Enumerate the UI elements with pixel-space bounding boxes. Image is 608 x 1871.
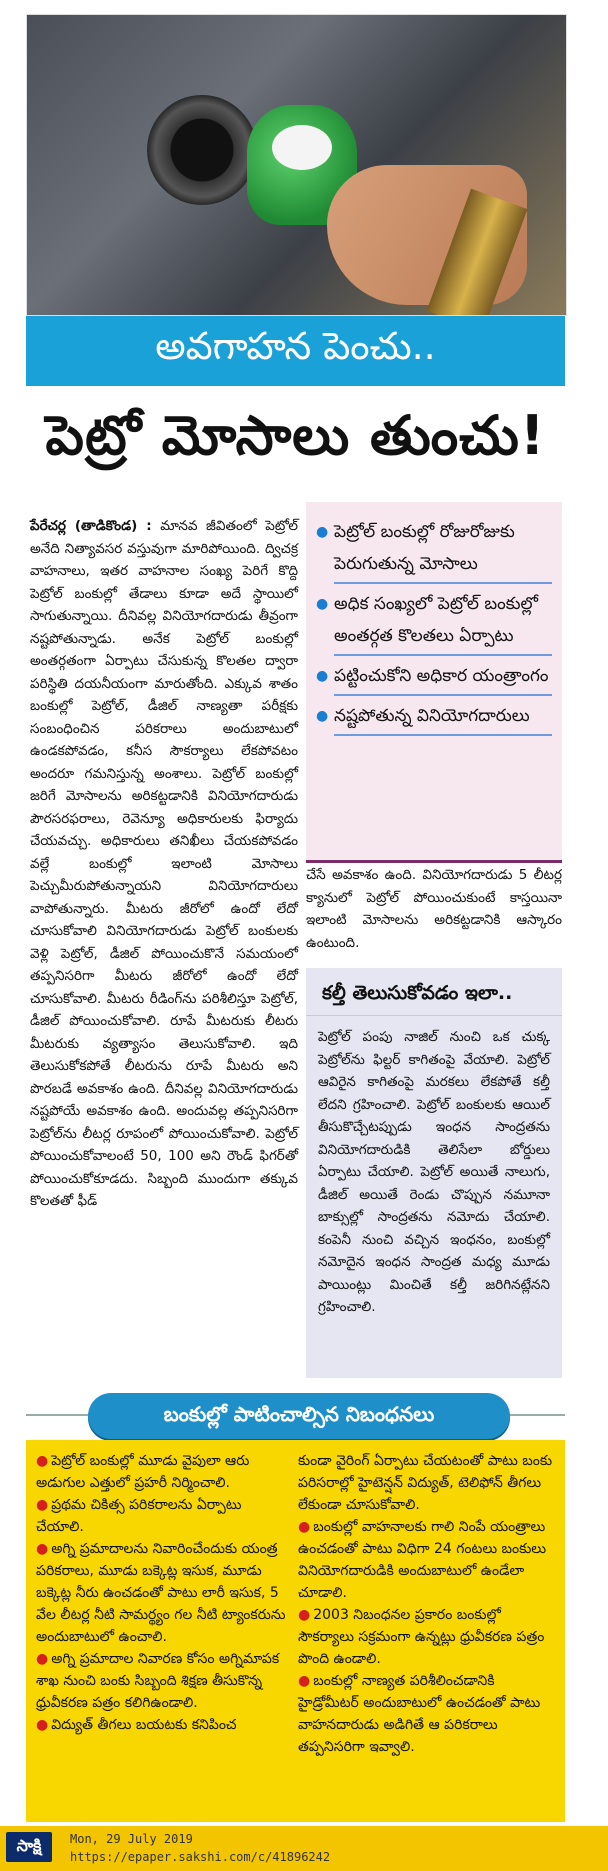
article-body-left <box>30 515 298 1213</box>
sidebar-text: పెట్రోల్ పంపు నాజిల్ నుంచి ఒక చుక్క పెట్రోల్‌ను ఫిల్టర్ కాగితంపై వేయాలి. పెట్రోల్ ఆవిరైన కాగితంపై మరకలు లేకపోతే కల్తీ లేదని గ్రహించాలి. పెట్రోల్ బంకులకు ఆయిల్ తీసుకొచ్చేటప్పుడు ఇంధన సాంద్రతను వినియోగదారుడికి తెలిసేలా బోర్డులు ఏర్పాటు చేయాలి. పెట్రోల్ అయితే నాలుగు, డీజిల్ అయితే రెండు చొప్పున నమూనా బాక్సుల్లో సాంద్రతను నమోదు చేయాలి. కంపెనీ నుంచి వచ్చిన ఇంధనం, బంకుల్లో నమోదైన ఇంధన సాంద్రత మధ్య మూడు పాయింట్లు మించితే కల్తీ జరిగినట్లేనని గ్రహించాలి. <box>318 1029 550 1315</box>
article-text-left: మానవ జీవితంలో పెట్రోల్ అనేది నిత్యావసర వస్తువుగా మారిపోయింది. ద్విచక్ర వాహనాలు, ఇతర వాహనాల సంఖ్య పెరిగే కొద్ది పెట్రోల్ బంకుల్లో తేడాలు కూడా అదే స్థాయిలో సాగుతున్నాయి. దీనివల్ల వినియోగదారుడు తీవ్రంగా నష్టపోతున్నాడు. అనేక పెట్రోల్ బంకుల్లో అంతర్గతంగా ఏర్పాటు చేసుకున్న కొలతల ద్వారా పరిస్థితి దయనీయంగా మారుతోంది. ఎక్కువ శాతం బంకుల్లో పెట్రోల్, డీజిల్ నాణ్యతా పరీక్షకు సంబంధించిన పరికరాలు అందుబాటులో ఉండకపోవడం, కనీస సౌకర్యాలు లేకపోవటం అందరూ గమనిస్తున్న అంశాలు. పెట్రోల్ బంకుల్లో జరిగే మోసాలను అరికట్టడానికి వినియోగదారుడు పౌరసరఫరాలు, రెవెన్యూ అధికారులకు ఫిర్యాదు చేయవచ్చు. అధికారులు తనిఖీలు చేయకపోవడం వల్లే బంకుల్లో ఇలాంటి మోసాలు పెచ్చుమీరుపోతున్నాయని వినియోగదారులు వాపోతున్నారు. మీటరు జీరోలో ఉందో లేదో చూసుకోవాలి వినియోగదారుడు పెట్రోల్ బంకులకు వెళ్లి పెట్రోల్, డీజిల్ పోయించుకొనే సమయంలో తప్పనిసరిగా మీటరు జీరోలో ఉందో లేదో చూసుకోవాలి. మీటరు రీడింగ్‌ను పరిశీలిస్తూ పెట్రోల్, డీజిల్ పోయించుకోవాలి. రూపే మీటరుకు లీటరు మీటరుకు వ్యత్యాసం తెలుసుకోవాలి. ఇది తెలుసుకోకపోతే లీటరును రూపే మీటరు అని పొరబడే అవకాశం ఉంది. దీనివల్ల వినియోగదారుడు నష్టపోయే అవకాశం ఉంది. అందువల్ల తప్పనిసరిగా పెట్రోల్‌ను లీటర్ల రూపంలో పోయించుకోవాలి. పెట్రోల్ పోయించుకోవాలంటే 50, 100 అని రౌండ్ ఫిగర్‌తో పోయించుకోకూడదు. సిబ్బంది ముందుగా తక్కువ కొలతతో ఫీడ్ <box>30 518 298 1209</box>
highlights-box <box>306 502 562 863</box>
rule-item: ● అగ్ని ప్రమాదాల నివారణ కోసం అగ్నిమాపక శాఖ నుంచి బంకు సిబ్బంది శిక్షణ తీసుకొన్న ధ్రువీకరణ పత్రం కలిగిఉండాలి. <box>36 1651 280 1711</box>
highlight-item: ● అధిక సంఖ్యలో పెట్రోల్ బంకుల్లో అంతర్గత కొలతలు ఏర్పాటు <box>316 588 552 656</box>
rule-item: ● బంకుల్లో వాహనాలకు గాలి నింపే యంత్రాలు ఉంచడంతో పాటు విధిగా 24 గంటలు బంకులు వినియోగదారుడికి అందుబాటులో ఉండేలా చూడాలి. <box>298 1519 547 1601</box>
fuel-tank-opening <box>147 95 257 205</box>
highlight-item: ● నష్టపోతున్న వినియోగదారులు <box>316 700 552 736</box>
publish-date: Mon, 29 July 2019 <box>70 1832 193 1846</box>
rule-item: ● 2003 నిబంధనల ప్రకారం బంకుల్లో సౌకర్యాలు సక్రమంగా ఉన్నట్లు ధ్రువీకరణ పత్రం పొంది ఉండాలి. <box>298 1607 545 1667</box>
rules-banner <box>88 1393 510 1439</box>
rule-item: ● పెట్రోల్ బంకుల్లో మూడు వైపులా ఆరు అడుగుల ఎత్తులో ప్రహరీ నిర్మించాలి. <box>36 1453 250 1491</box>
rule-item: ● ప్రథమ చికిత్స పరికరాలను ఏర్పాటు చేయాలి. <box>36 1497 242 1535</box>
adulteration-sidebar <box>306 968 562 1378</box>
kicker-banner <box>26 316 565 386</box>
dateline: పేరేచర్ల (తాడికొండ) : <box>30 518 152 534</box>
headline-text: పెట్రో మోసాలు తుంచు! <box>45 403 546 467</box>
rule-item: ● విద్యుత్ తీగలు బయటకు కనిపించ <box>36 1717 237 1733</box>
highlight-item: ● పెట్రోల్ బంకుల్లో రోజురోజుకు పెరుగుతున్న మోసాలు <box>316 516 552 584</box>
highlight-item: ● పట్టించుకోని అధికార యంత్రాంగం <box>316 660 552 696</box>
rules-title: బంకుల్లో పాటించాల్సిన నిబంధనలు <box>163 1401 435 1426</box>
kicker-text: అవగాహన పెంచు.. <box>155 324 436 368</box>
article-body-right: చేసే అవకాశం ఉంది. వినియోగదారుడు 5 లీటర్ల క్యానులో పెట్రోల్ పోయించుకుంటే కాస్తయినా ఇలాంటి మోసాలను అరికట్టడానికి ఆస్కారం ఉంటుంది. <box>306 867 562 951</box>
epaper-link[interactable]: https://epaper.sakshi.com/c/41896242 <box>70 1850 331 1864</box>
footer-bar <box>0 1826 608 1871</box>
headline <box>26 392 565 492</box>
rule-item: ● అగ్ని ప్రమాదాలను నివారించేందుకు యంత్ర పరికరాలు, మూడు బక్కెట్ల ఇసుక, మూడు బక్కెట్ల నీరు ఉంచడంతో పాటు లారీ ఇసుక, 5 వేల లీటర్ల నీటి సామర్థ్యం గల నీటి ట్యాంకరును అందుబాటులో ఉంచాలి. <box>36 1541 286 1645</box>
rule-item: ● బంకుల్లో నాణ్యత పరిశీలించడానికి హైడ్రోమీటర్ అందుబాటులో ఉంచడంతో పాటు వాహనదారుడు అడిగితే ఆ పరికరాలు తప్పనిసరిగా ఇవ్వాలి. <box>298 1673 541 1755</box>
sakshi-logo: సాక్షి <box>6 1832 52 1862</box>
rules-left-column <box>36 1450 291 1736</box>
petrol-nozzle-photo <box>26 14 567 316</box>
rule-continuation: కుండా వైరింగ్ ఏర్పాటు చేయటంతో పాటు బంకు పరిసరాల్లో హైటెన్షన్ విద్యుత్, టెలిఫోన్ తీగలు లేకుండా చూసుకోవాలి. <box>298 1453 553 1513</box>
nozzle-cap <box>272 125 332 170</box>
rules-box <box>26 1440 565 1822</box>
sidebar-title: కల్తీ తెలుసుకోవడం ఇలా.. <box>306 968 562 1016</box>
rules-right-column <box>298 1450 553 1758</box>
